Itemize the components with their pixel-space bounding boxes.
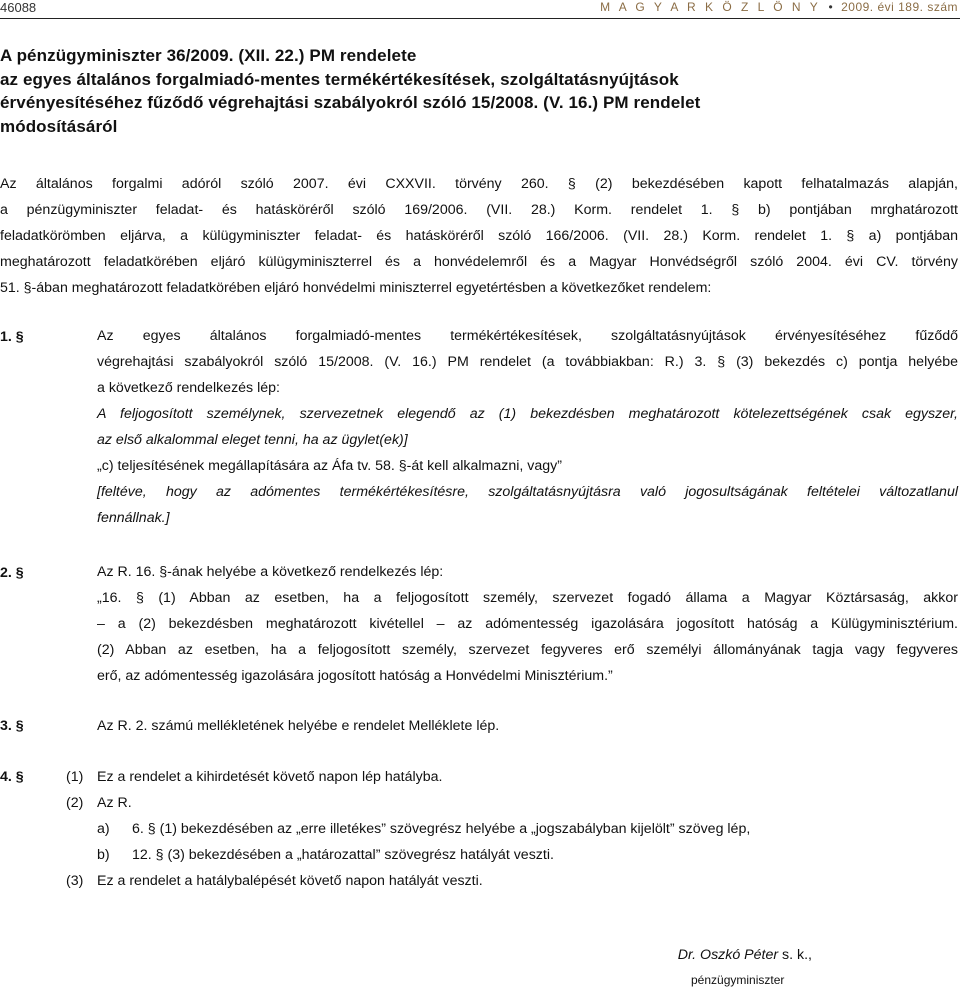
signatory-name: Dr. Oszkó Péter <box>677 947 779 963</box>
title-line: A pénzügyminiszter 36/2009. (XII. 22.) PM rendelete <box>0 46 417 65</box>
title-line: az egyes általános forgalmiadó-mentes termékértékesítések, szolgáltatásnyújtások <box>0 69 679 89</box>
signatory-role: pénzügyminiszter <box>691 973 785 987</box>
section-line: a következő rendelkezés lép: <box>97 380 280 396</box>
paragraph-3-number: (3) <box>66 873 84 889</box>
preamble-line: 51. §-ában meghatározott feladatkörében eljáró honvédelmi miniszterrel egyetértésben a következőket rendelem: <box>0 280 712 296</box>
decree-title <box>0 44 960 138</box>
paragraph-1-text: Ez a rendelet a kihirdetését követő napon lép hatályba. <box>97 769 443 785</box>
section-bracket-line: fennállnak.] <box>97 510 170 526</box>
page-number: 46088 <box>0 0 37 15</box>
signature-suffix: s. k., <box>778 947 812 963</box>
preamble <box>0 171 958 301</box>
section-line: Az R. 16. §-ának helyébe a következő rendelkezés lép: <box>97 564 444 580</box>
section-line: Az egyes általános forgalmiadó-mentes termékértékesítések, szolgáltatásnyújtások érvényesítéséhez fűződő <box>97 328 958 344</box>
point-b-label: b) <box>97 847 110 863</box>
section-1-body <box>97 323 958 531</box>
section-italic-line: A feljogosított személynek, szervezetnek elegendő az (1) bekezdésben meghatározott kötelezettségének csak egyszer, <box>97 406 958 422</box>
preamble-line: meghatározott feladatkörében eljáró külügyminiszterrel és a honvédelemről és a Magyar Honvédségről szóló 2004. évi CV. törvény <box>0 254 958 270</box>
preamble-line: feladatkörömben eljárva, a külügyminiszter feladat- és hatásköréről szóló 166/2006. (VII. 28.) Korm. rendelet 1. § a) pontjában <box>0 228 958 244</box>
section-1-number: 1. § <box>0 329 24 345</box>
section-2-body <box>97 559 958 689</box>
journal-name: M A G Y A R K Ö Z L Ö N Y <box>600 0 821 14</box>
point-a-text: 6. § (1) bekezdésében az „erre illetékes” szövegrész helyébe a „jogszabályban kijelölt” szöveg lép, <box>132 821 751 837</box>
section-3-text: Az R. 2. számú mellékletének helyébe e rendelet Melléklete lép. <box>97 718 500 734</box>
section-line: – a (2) bekezdésben meghatározott kivétellel – az adómentesség igazolására jogosított hatóság a Külügyminisztérium. <box>97 616 958 632</box>
point-b-text: 12. § (3) bekezdésében a „határozattal” szövegrész hatályát veszti. <box>132 847 554 863</box>
section-line: (2) Abban az esetben, ha a feljogosított személy, szervezet fegyveres erő személyi állományának tagja vagy fegyveres <box>97 642 958 658</box>
header-bullet: • <box>828 0 834 14</box>
paragraph-2-number: (2) <box>66 795 84 811</box>
section-line: erő, az adómentesség igazolására jogosított hatóság a Honvédelmi Minisztérium.” <box>97 668 613 684</box>
journal-info <box>600 0 958 14</box>
section-2-number: 2. § <box>0 565 24 581</box>
paragraph-1-number: (1) <box>66 769 84 785</box>
paragraph-2-text: Az R. <box>97 795 132 811</box>
section-bracket-line: [feltéve, hogy az adómentes termékértékesítésre, szolgáltatásnyújtásra való jogosultságának feltételei változatlanul <box>97 484 958 500</box>
preamble-line: Az általános forgalmi adóról szóló 2007. évi CXXVII. törvény 260. § (2) bekezdésében kapott felhatalmazás alapján, <box>0 176 958 192</box>
section-4-number: 4. § <box>0 769 24 785</box>
header-divider <box>0 18 960 19</box>
section-quote-line: „c) teljesítésének megállapítására az Áfa tv. 58. §-át kell alkalmazni, vagy” <box>97 458 562 474</box>
section-3-number: 3. § <box>0 718 24 734</box>
section-line: végrehajtási szabályokról szóló 15/2008. (V. 16.) PM rendelet (a továbbiakban: R.) 3. § (3) bekezdés c) pontja helyébe <box>97 354 958 370</box>
paragraph-3-text: Ez a rendelet a hatálybalépését követő napon hatályát veszti. <box>97 873 483 889</box>
preamble-line: a pénzügyminiszter feladat- és hatásköréről szóló 169/2006. (VII. 28.) Korm. rendelet 1. § b) pontjában mrghatározott <box>0 202 958 218</box>
section-italic-line: az első alkalommal eleget tenni, ha az ügylet(ek)] <box>97 432 408 448</box>
signature-name-line <box>678 947 812 963</box>
point-a-label: a) <box>97 821 110 837</box>
title-line: módosításáról <box>0 116 118 136</box>
title-line: érvényesítéséhez fűződő végrehajtási szabályokról szóló 15/2008. (V. 16.) PM rendelet <box>0 93 701 112</box>
page-header <box>0 0 960 16</box>
section-line: „16. § (1) Abban az esetben, ha a feljogosított személy, szervezet fogadó állama a Magyar Köztársaság, akkor <box>97 590 958 606</box>
issue-number: 2009. évi 189. szám <box>841 0 958 14</box>
